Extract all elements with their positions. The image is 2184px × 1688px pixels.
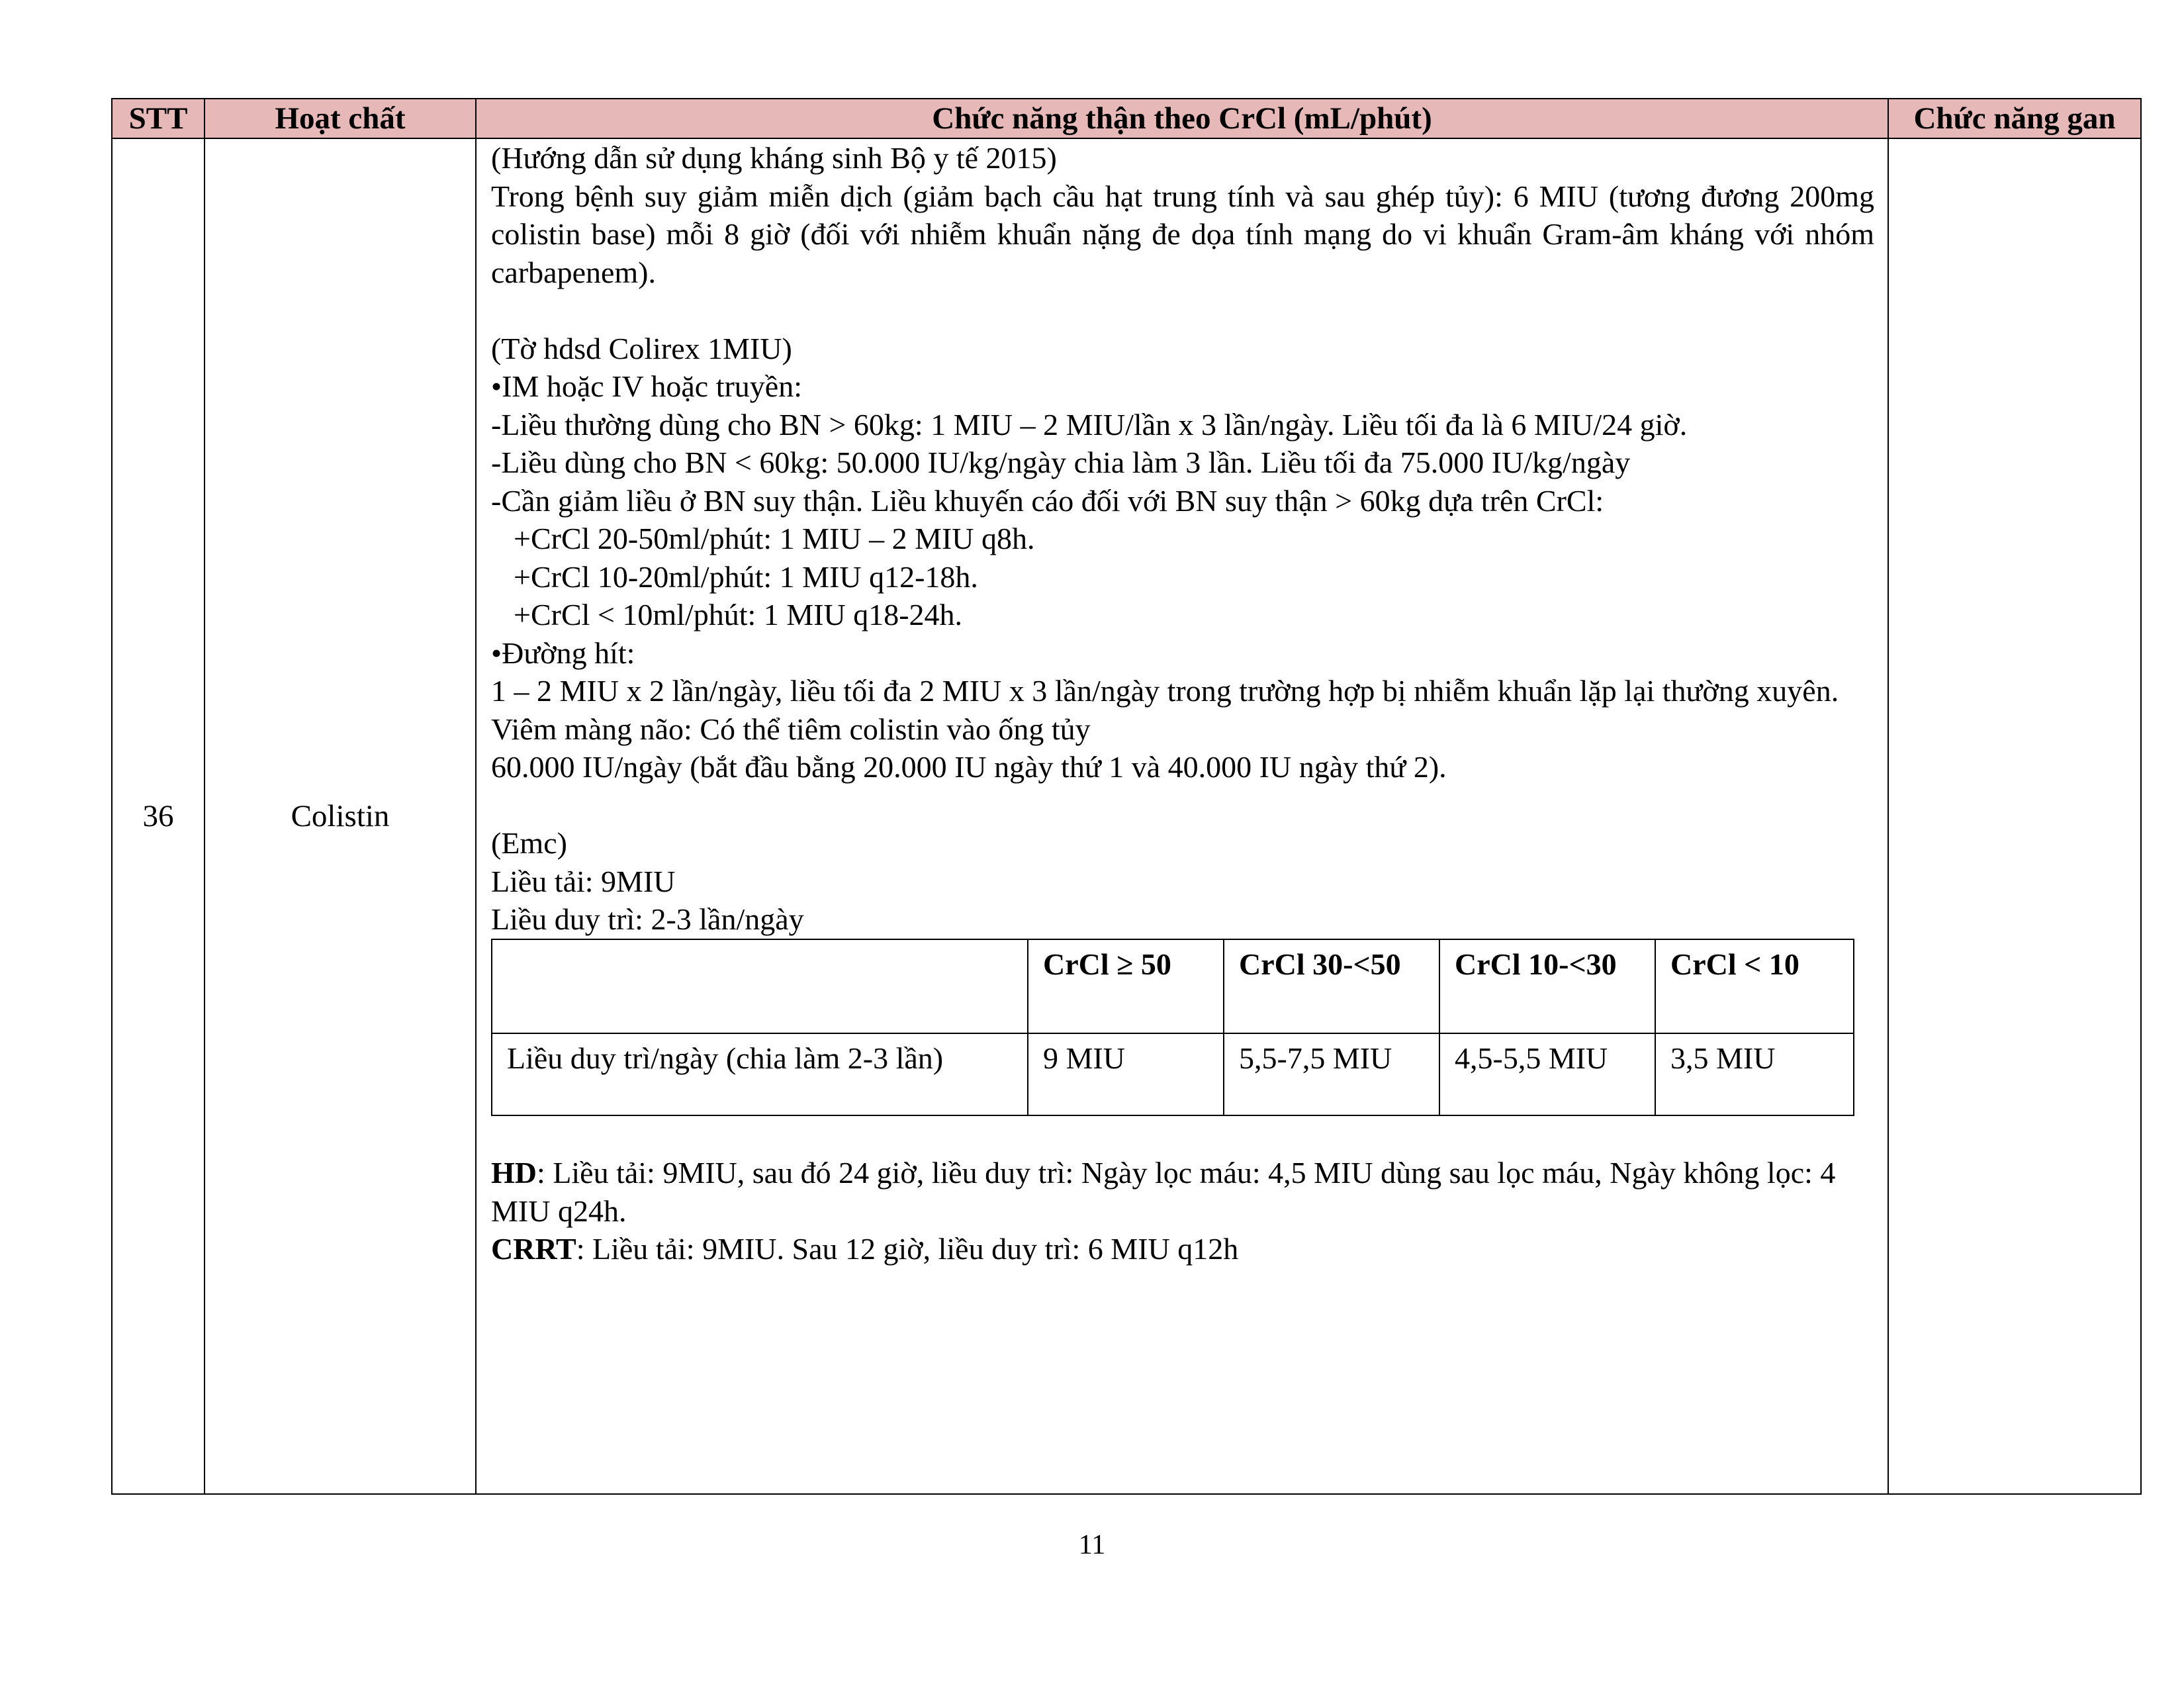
- header-renal-function: Chức năng thận theo CrCl (mL/phút): [476, 99, 1888, 138]
- drug-dosing-table: [111, 98, 2142, 1495]
- header-active-ingredient: Hoạt chất: [205, 99, 476, 138]
- page-number: 11: [1078, 1530, 1106, 1560]
- crcl-header-empty: [492, 939, 1028, 1033]
- table-row: [112, 138, 2141, 1494]
- crcl-header-10-30: CrCl 10-<30: [1439, 939, 1655, 1033]
- crcl-lt-10: +CrCl < 10ml/phút: 1 MIU q18-24h.: [514, 598, 963, 632]
- crcl-header-ge50: CrCl ≥ 50: [1028, 939, 1224, 1033]
- inhaled-heading: • Đường hít:: [491, 634, 1874, 673]
- row-stt: 36: [112, 138, 205, 1494]
- crcl-dose-ge50: 9 MIU: [1028, 1033, 1224, 1115]
- crcl-dose-10-30: 4,5-5,5 MIU: [1439, 1033, 1655, 1115]
- header-hepatic-function: Chức năng gan: [1888, 99, 2141, 138]
- source-leaflet: (Tờ hdsd Colirex 1MIU): [491, 331, 792, 365]
- crcl-20-50: +CrCl 20-50ml/phút: 1 MIU – 2 MIU q8h.: [514, 522, 1035, 555]
- crcl-header-30-50: CrCl 30-<50: [1224, 939, 1439, 1033]
- im-iv-heading: • IM hoặc IV hoặc truyền:: [491, 367, 1874, 406]
- crrt-text: : Liều tải: 9MIU. Sau 12 giờ, liều duy trì: 6 MIU q12h: [576, 1232, 1239, 1266]
- hd-label: HD: [491, 1156, 537, 1190]
- immunocompromised-dose: Trong bệnh suy giảm miễn dịch (giảm bạch cầu hạt trung tính và sau ghép tủy): 6 MIU (tương đương 200mg colistin base) mỗi 8 giờ (đối với nhiễm khuẩn nặng đe dọa tính mạng do vi khuẩn Gram-âm kháng với nhóm carbapenem).: [491, 179, 1874, 289]
- crcl-header-lt10: CrCl < 10: [1655, 939, 1854, 1033]
- crrt-label: CRRT: [491, 1232, 576, 1266]
- source-moh: (Hướng dẫn sử dụng kháng sinh Bộ y tế 2015): [491, 141, 1057, 175]
- inhaled-dose: 1 – 2 MIU x 2 lần/ngày, liều tối đa 2 MIU x 3 lần/ngày trong trường hợp bị nhiễm khuẩn lặp lại thường xuyên.: [491, 674, 1839, 708]
- crcl-dose-row: [492, 1033, 1854, 1115]
- renal-dosing-content: [476, 138, 1888, 1494]
- row-hepatic: [1888, 138, 2141, 1494]
- crcl-row-label: Liều duy trì/ngày (chia làm 2-3 lần): [492, 1033, 1028, 1115]
- hd-dosing: [491, 1154, 1874, 1230]
- meningitis-note: Viêm màng não: Có thể tiêm colistin vào ống tủy: [491, 712, 1091, 746]
- header-row: [112, 99, 2141, 138]
- dose-over-60kg: -Liều thường dùng cho BN > 60kg: 1 MIU – 2 MIU/lần x 3 lần/ngày. Liều tối đa là 6 MIU/24 giờ.: [491, 407, 1688, 442]
- crcl-dose-30-50: 5,5-7,5 MIU: [1224, 1033, 1439, 1115]
- row-drug-name: Colistin: [205, 138, 476, 1494]
- dose-under-60kg: -Liều dùng cho BN < 60kg: 50.000 IU/kg/ngày chia làm 3 lần. Liều tối đa 75.000 IU/kg/ngày: [491, 445, 1631, 479]
- crcl-dose-lt10: 3,5 MIU: [1655, 1033, 1854, 1115]
- renal-adjust-note: -Cần giảm liều ở BN suy thận. Liều khuyến cáo đối với BN suy thận > 60kg dựa trên CrCl:: [491, 483, 1604, 518]
- crcl-10-20: +CrCl 10-20ml/phút: 1 MIU q12-18h.: [514, 559, 978, 594]
- maintenance-dose: Liều duy trì: 2-3 lần/ngày: [491, 902, 804, 936]
- hd-text: : Liều tải: 9MIU, sau đó 24 giờ, liều duy trì: Ngày lọc máu: 4,5 MIU dùng sau lọc máu, Ngày không lọc: 4 MIU q24h.: [491, 1156, 1836, 1228]
- header-stt: STT: [112, 99, 205, 138]
- crcl-header-row: [492, 939, 1854, 1033]
- source-emc: (Emc): [491, 826, 567, 860]
- crrt-dosing: [491, 1230, 1874, 1268]
- loading-dose: Liều tải: 9MIU: [491, 864, 676, 898]
- meningitis-dose: 60.000 IU/ngày (bắt đầu bằng 20.000 IU ngày thứ 1 và 40.000 IU ngày thứ 2).: [491, 750, 1447, 784]
- crcl-dose-table: [491, 939, 1854, 1116]
